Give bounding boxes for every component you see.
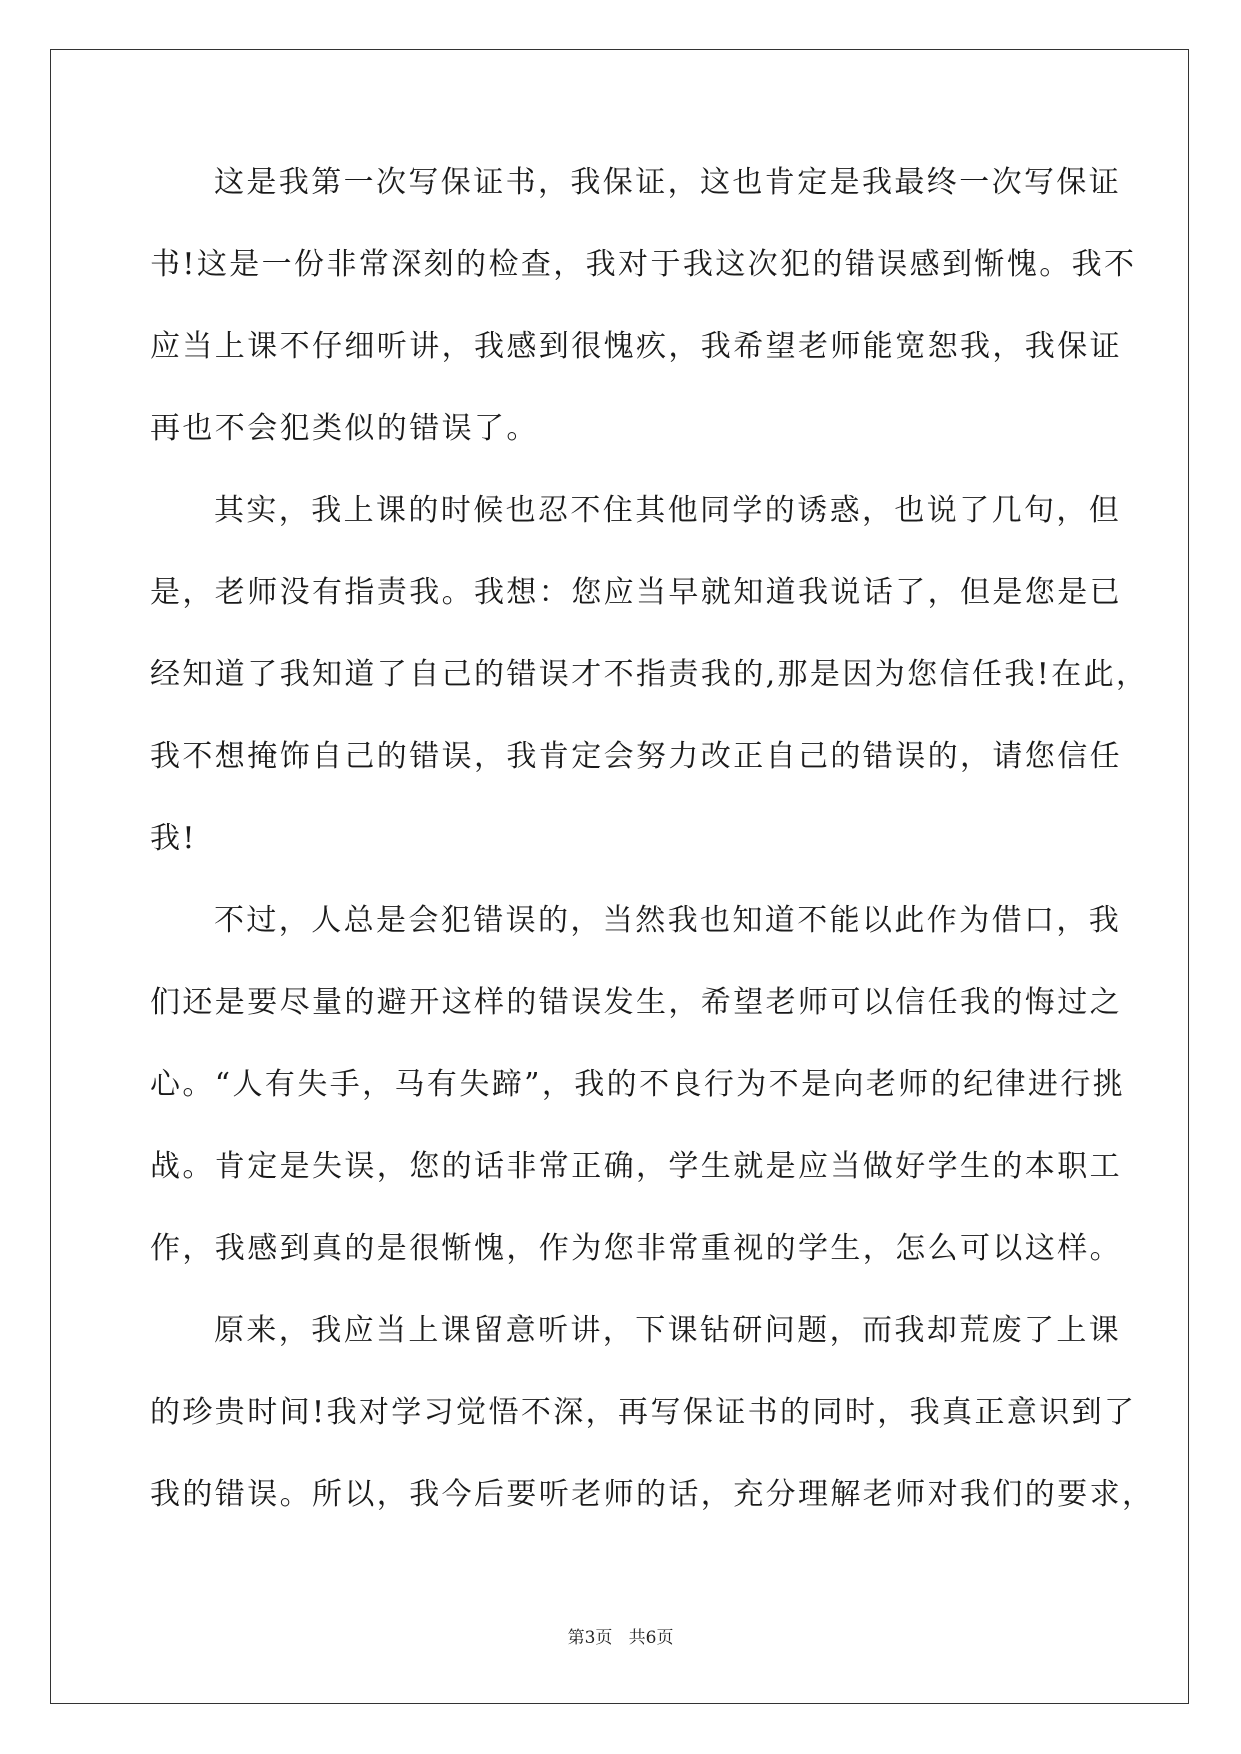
text-line: 应当上课不仔细听讲，我感到很愧疚，我希望老师能宽恕我，我保证 xyxy=(150,329,1122,364)
text-line: 再也不会犯类似的错误了。 xyxy=(150,411,539,446)
text-line: 原来，我应当上课留意听讲，下课钻研问题，而我却荒废了上课 xyxy=(214,1313,1122,1348)
text-line: 这是我第一次写保证书，我保证，这也肯定是我最终一次写保证 xyxy=(214,165,1122,200)
page-footer xyxy=(0,1628,1241,1648)
text-line: 我不想掩饰自己的错误，我肯定会努力改正自己的错误的，请您信任 xyxy=(150,739,1122,774)
text-line: 经知道了我知道了自己的错误才不指责我的,那是因为您信任我!在此， xyxy=(150,657,1149,692)
footer-total-suffix: 页 xyxy=(656,1628,674,1648)
text-line: 战。肯定是失误，您的话非常正确，学生就是应当做好学生的本职工 xyxy=(150,1149,1122,1184)
footer-page-suffix: 页 xyxy=(595,1628,613,1648)
text-line: 不过，人总是会犯错误的，当然我也知道不能以此作为借口，我 xyxy=(214,903,1122,938)
text-line: 书!这是一份非常深刻的检查，我对于我这次犯的错误感到惭愧。我不 xyxy=(150,247,1137,282)
footer-total-prefix: 共 xyxy=(628,1628,646,1648)
document-body xyxy=(150,165,1155,1562)
footer-page-current: 3 xyxy=(584,1628,596,1648)
text-line: 是，老师没有指责我。我想：您应当早就知道我说话了，但是您是已 xyxy=(150,575,1122,610)
text-line: 其实，我上课的时候也忍不住其他同学的诱惑，也说了几句，但 xyxy=(214,493,1122,528)
text-line: 我的错误。所以，我今后要听老师的话，充分理解老师对我们的要求， xyxy=(150,1477,1155,1512)
text-line: 们还是要尽量的避开这样的错误发生，希望老师可以信任我的悔过之 xyxy=(150,985,1122,1020)
text-line: 作，我感到真的是很惭愧，作为您非常重视的学生，怎么可以这样。 xyxy=(150,1231,1122,1266)
footer-page-prefix: 第 xyxy=(567,1628,585,1648)
text-line: 心。“人有失手，马有失蹄”，我的不良行为不是向老师的纪律进行挑 xyxy=(150,1067,1126,1102)
footer-page-total: 6 xyxy=(645,1628,657,1648)
text-line: 的珍贵时间!我对学习觉悟不深，再写保证书的同时，我真正意识到了 xyxy=(150,1395,1137,1430)
text-line: 我! xyxy=(150,821,197,856)
